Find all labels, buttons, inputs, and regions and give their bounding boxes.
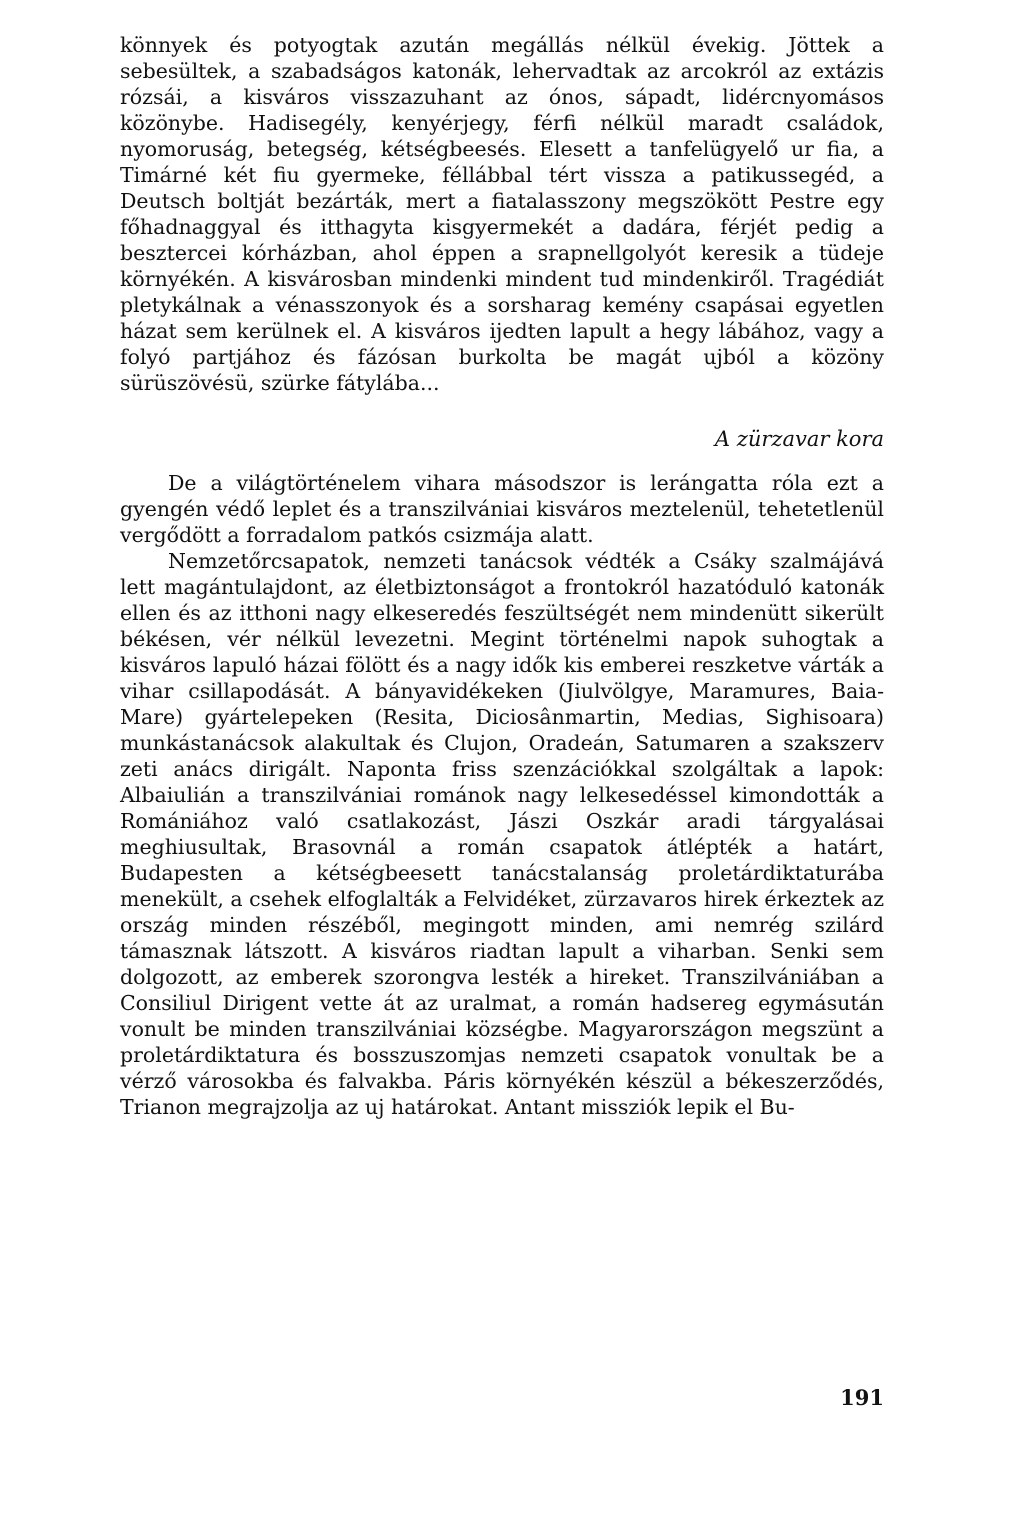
- section-heading: A zürzavar kora: [714, 427, 884, 451]
- paragraph-intro: könnyek és potyogtak azután megállás nélkül évekig. Jöttek a sebesültek, a szabadságos katonák, lehervadtak az arcokról az extázis rózsái, a kisváros visszazuhant az ónos, sápadt, lidércnyomásos közönybe. Hadisegély, kenyérjegy, férfi nélkül maradt családok, nyomoruság, betegség, kétségbeesés. Elesett a tanfelügyelő ur fia, a Timárné két fiu gyermeke, féllábbal tért vissza a patikussegéd, a Deutsch boltját bezárták, mert a fiatalasszony megszökött Pestre egy főhadnaggyal és itthagyta kisgyermekét a dadára, férjét pedig a besztercei kórházban, ahol éppen a srapnellgolyót keresik a tüdeje környékén. A kisvárosban mindenki mindent tud mindenkiről. Tragédiát pletykálnak a vénasszonyok és a sorsharag kemény csapásai egyetlen házat sem kerülnek el. A kisváros ijedten lapult a hegy lábához, vagy a folyó partjához és fázósan burkolta be magát ujból a közöny sürüszövésü, szürke fátylába...: [120, 33, 884, 395]
- paragraph-councils: Nemzetőrcsapatok, nemzeti tanácsok védték a Csáky szalmájává lett magántulajdont, az életbiztonságot a frontokról hazatóduló katonák ellen és az itthoni nagy elkeseredés feszültségét nem mindenütt sikerült békésen, vér nélkül levezetni. Megint történelmi napok suhogtak a kisváros lapuló házai fölött és a nagy idők kis emberei reszketve várták a vihar csillapodását. A bányavidékeken (Jiulvölgye, Maramures, Baia-Mare) gyártelepeken (Resita, Diciosânmartin, Medias, Sighisoara) munkástanácsok alakultak és Clujon, Oradeán, Satumaren a szakszerv zeti anács dirigált. Naponta friss szenzációkkal szolgáltak a lapok: Albaiulián a transzilvániai románok nagy lelkesedéssel kimondották a Romániához való csatlakozást, Jászi Oszkár aradi tárgyalásai meghiusultak, Brasovnál a román csapatok átlépték a határt, Budapesten a kétségbeesett tanácstalanság proletárdiktaturába menekült, a csehek elfoglalták a Felvidéket, zürzavaros hirek érkeztek az ország minden részéből, megingott minden, ami nemrég szilárd támasznak látszott. A kisváros riadtan lapult a viharban. Senki sem dolgozott, az emberek szorongva lesték a hireket. Transzilvániában a Consiliul Dirigent vette át az uralmat, a román hadsereg egymásután vonult be minden transzilvániai községbe. Magyarországon megszünt a proletárdiktatura és bosszuszomjas nemzeti csapatok vonultak be a vérző városokba és falvakba. Páris környékén készül a békeszerződés, Trianon megrajzolja az uj határokat. Antant missziók lepik el Bu-: [120, 549, 884, 1119]
- page-number: 191: [840, 1385, 884, 1410]
- book-page: [120, 32, 884, 1120]
- paragraph-storm: De a világtörténelem vihara másodszor is lerángatta róla ezt a gyengén védő leplet és a transzilvániai kisváros meztelenül, tehetetlenül vergődött a forradalom patkós csizmája alatt.: [120, 471, 884, 547]
